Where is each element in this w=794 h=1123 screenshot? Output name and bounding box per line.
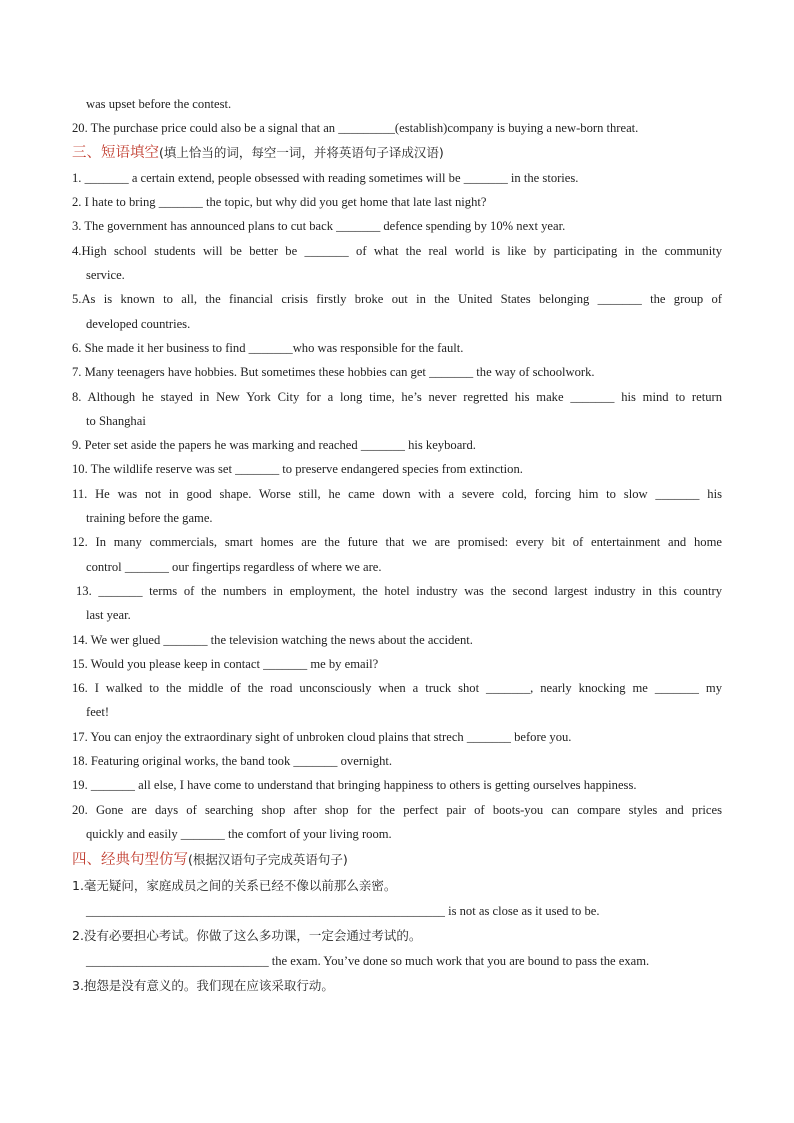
document-content [72, 92, 722, 998]
question-line: 1. _______ a certain extend, people obsessed with reading sometimes will be _______ in the stories. [72, 170, 579, 185]
question-line: control _______ our fingertips regardless of where we are. [86, 559, 382, 574]
question-line: 8. Although he stayed in New York City for a long time, he’s never regretted his make _______ his mind to return [72, 389, 722, 404]
question-line: feet! [86, 705, 110, 720]
section-instructions: (填上恰当的词，每空一词，并将英语句子译成汉语) [159, 144, 444, 160]
question-line: 19. _______ all else, I have come to understand that bringing happiness to others is getting ourselves happiness. [72, 778, 637, 793]
section-heading [72, 848, 722, 873]
question-line: 9. Peter set aside the papers he was marking and reached _______ his keyboard. [72, 438, 476, 453]
question-line: service. [86, 268, 125, 283]
question-line: to Shanghai [86, 413, 146, 428]
question-line: 7. Many teenagers have hobbies. But sometimes these hobbies can get _______ the way of schoolwork. [72, 365, 595, 380]
question-line: developed countries. [86, 316, 191, 331]
section-instructions: (根据汉语句子完成英语句子) [188, 852, 348, 868]
question-line: 3. The government has announced plans to cut back _______ defence spending by 10% next year. [72, 219, 566, 234]
question-line: 6. She made it her business to find _______who was responsible for the fault. [72, 340, 464, 355]
question-line: last year. [86, 608, 131, 623]
question-line: quickly and easily _______ the comfort of your living room. [86, 826, 392, 841]
answer-line: _________________________________________________________ is not as close as it used to be. [86, 903, 600, 918]
prompt-line: 1.毫无疑问，家庭成员之间的关系已经不像以前那么亲密。 [72, 877, 397, 893]
question-line: 20. Gone are days of searching shop after shop for the perfect pair of boots-you can compare styles and prices [72, 802, 722, 817]
question-line: 11. He was not in good shape. Worse still, he came down with a severe cold, forcing him to slow _______ his [72, 486, 722, 501]
question-line: 20. The purchase price could also be a signal that an _________(establish)company is buying a new-born threat. [72, 121, 639, 136]
prompt-line: 3.抱怨是没有意义的。我们现在应该采取行动。 [72, 978, 334, 994]
section-title: 四、经典句型仿写 [72, 852, 188, 869]
question-line: was upset before the contest. [86, 97, 232, 111]
question-line: 12. In many commercials, smart homes are the future that we are promised: every bit of entertainment and home [72, 535, 722, 550]
prompt-line: 2.没有必要担心考试。你做了这么多功课，一定会通过考试的。 [72, 927, 422, 943]
question-line: 14. We wer glued _______ the television watching the news about the accident. [72, 632, 473, 647]
question-line: 4.High school students will be better be _______ of what the real world is like by participating in the community [72, 243, 722, 258]
question-line: 5.As is known to all, the financial crisis firstly broke out in the United States belonging _______ the group of [72, 292, 722, 307]
answer-line: _____________________________ the exam. You’ve done so much work that you are bound to pass the exam. [86, 954, 650, 969]
question-line: 16. I walked to the middle of the road unconsciously when a truck shot _______, nearly knocking me _______ my [72, 681, 722, 696]
section-title: 三、短语填空 [72, 144, 159, 161]
question-line: 18. Featuring original works, the band took _______ overnight. [72, 754, 393, 769]
question-line: 2. I hate to bring _______ the topic, but why did you get home that late last night? [72, 195, 487, 210]
question-line: 17. You can enjoy the extraordinary sight of unbroken cloud plains that strech _______ before you. [72, 729, 572, 744]
question-line: training before the game. [86, 511, 213, 526]
section-heading [72, 141, 722, 166]
question-line: 13. _______ terms of the numbers in employment, the hotel industry was the second largest industry in this country [76, 583, 722, 598]
question-line: 10. The wildlife reserve was set _______ to preserve endangered species from extinction. [72, 462, 523, 477]
question-line: 15. Would you please keep in contact _______ me by email? [72, 656, 379, 671]
